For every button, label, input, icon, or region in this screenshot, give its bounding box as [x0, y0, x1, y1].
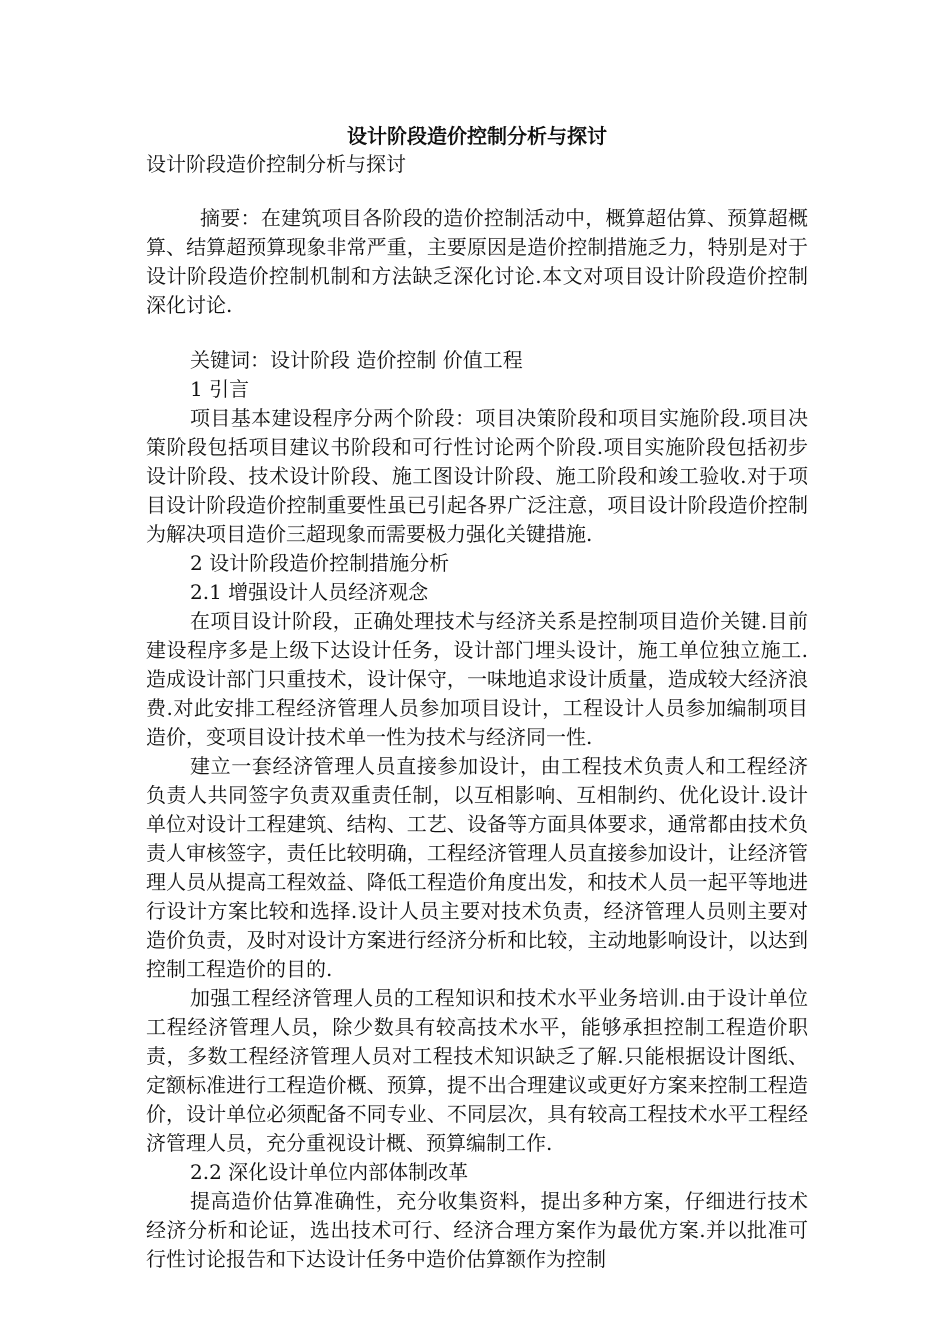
- body-paragraph: 加强工程经济管理人员的工程知识和技术水平业务培训.由于设计单位工程经济管理人员，除少数具有较高技术水平，能够承担控制工程造价职责，多数工程经济管理人员对工程技术知识缺乏了解.只能根据设计图纸、定额标准进行工程造价概、预算，提不出合理建议或更好方案来控制工程造价，设计单位必须配备不同专业、不同层次，具有较高工程技术水平工程经济管理人员，充分重视设计概、预算编制工作.: [146, 986, 808, 1155]
- section-heading-2: 2 设计阶段造价控制措施分析: [190, 551, 450, 575]
- body-paragraph: 提高造价估算准确性，充分收集资料，提出多种方案，仔细进行技术经济分析和论证，选出技术可行、经济合理方案作为最优方案.并以批准可行性讨论报告和下达设计任务中造价估算额作为控制: [146, 1189, 808, 1271]
- section-heading-2-2: 2.2 深化设计单位内部体制改革: [190, 1160, 469, 1184]
- body-paragraph: 建立一套经济管理人员直接参加设计，由工程技术负责人和工程经济负责人共同签字负责双重责任制，以互相影响、互相制约、优化设计.设计单位对设计工程建筑、结构、工艺、设备等方面具体要求，通常都由技术负责人审核签字，责任比较明确，工程经济管理人员直接参加设计，让经济管理人员从提高工程效益、降低工程造价角度出发，和技术人员一起平等地进行设计方案比较和选择.设计人员主要对技术负责，经济管理人员则主要对造价负责，及时对设计方案进行经济分析和比较，主动地影响设计，以达到控制工程造价的目的.: [146, 754, 808, 981]
- section-heading-2-1: 2.1 增强设计人员经济观念: [190, 580, 429, 604]
- document-subtitle: 设计阶段造价控制分析与探讨: [146, 152, 406, 176]
- document-title: 设计阶段造价控制分析与探讨: [347, 124, 607, 148]
- keywords-line: 关键词：设计阶段 造价控制 价值工程: [190, 348, 523, 372]
- section-heading-intro: 1 引言: [190, 377, 250, 401]
- body-paragraph: 项目基本建设程序分两个阶段：项目决策阶段和项目实施阶段.项目决策阶段包括项目建议书阶段和可行性讨论两个阶段.项目实施阶段包括初步设计阶段、技术设计阶段、施工图设计阶段、施工阶段和竣工验收.对于项目设计阶段造价控制重要性虽已引起各界广泛注意，项目设计阶段造价控制为解决项目造价三超现象而需要极力强化关键措施.: [146, 406, 808, 546]
- document-page: [146, 122, 808, 1274]
- body-paragraph: 在项目设计阶段，正确处理技术与经济关系是控制项目造价关键.目前建设程序多是上级下达设计任务，设计部门埋头设计，施工单位独立施工.造成设计部门只重技术，设计保守，一味地追求设计质量，造成较大经济浪费.对此安排工程经济管理人员参加项目设计，工程设计人员参加编制项目造价，变项目设计技术单一性为技术与经济同一性.: [146, 609, 808, 749]
- abstract-paragraph: 摘要：在建筑项目各阶段的造价控制活动中，概算超估算、预算超概算、结算超预算现象非常严重，主要原因是造价控制措施乏力，特别是对于设计阶段造价控制机制和方法缺乏深化讨论.本文对项目设计阶段造价控制深化讨论.: [146, 206, 808, 317]
